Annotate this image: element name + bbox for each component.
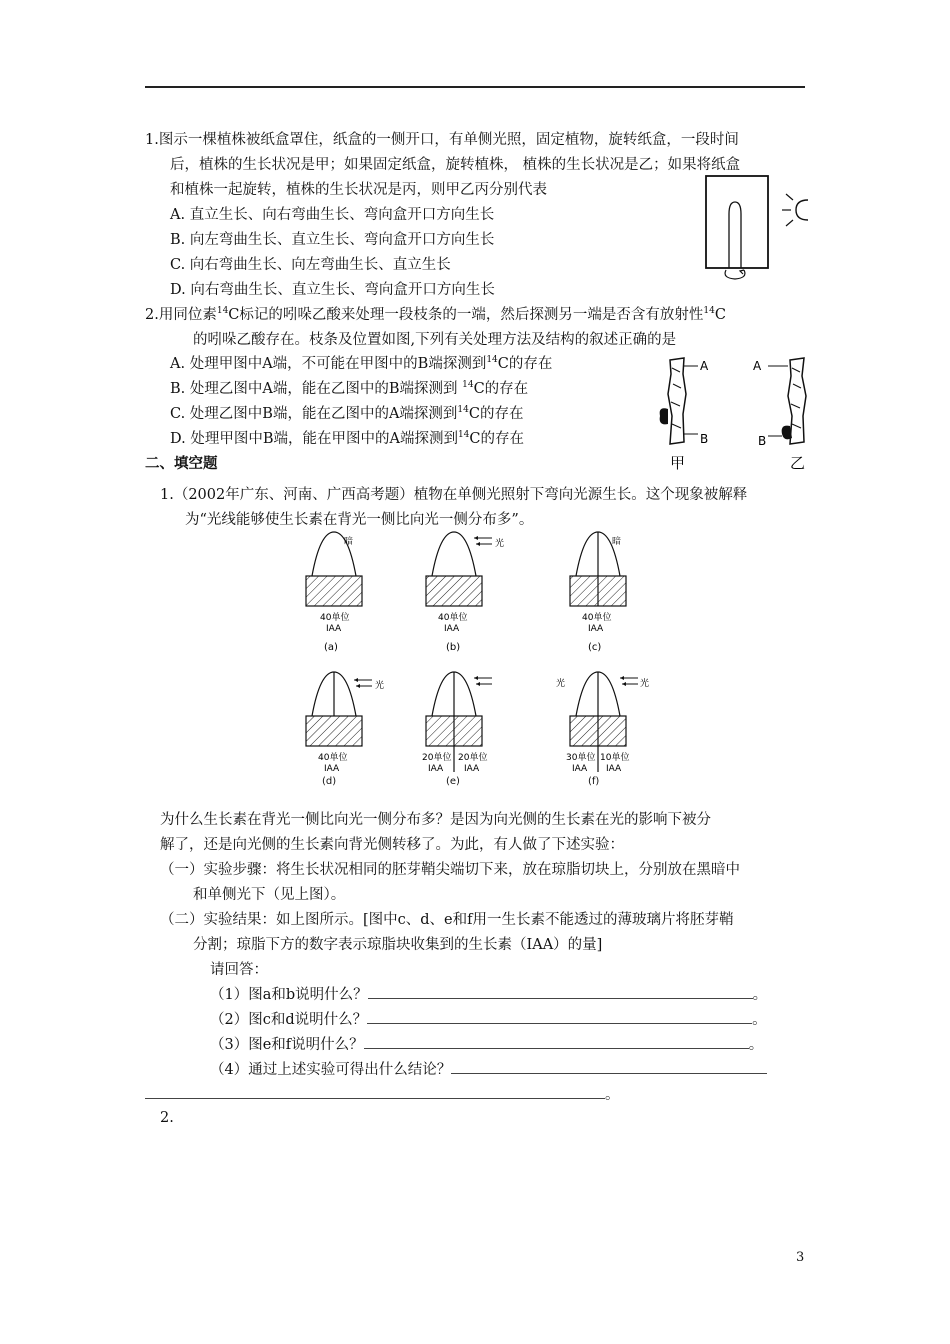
svg-text:40单位: 40单位 xyxy=(438,613,468,623)
question-2: （2）图c和d说明什么？ 。 xyxy=(210,1012,767,1028)
plant-shoot xyxy=(729,202,741,268)
svg-text:20单位: 20单位 xyxy=(458,753,488,763)
q2-option-b: B. 处理乙图中A端，能在乙图中的B端探测到 $^{14}$C的存在 xyxy=(170,380,529,397)
svg-text:(b): (b) xyxy=(446,642,461,653)
svg-text:20单位: 20单位 xyxy=(422,753,452,763)
bud-jia xyxy=(660,408,668,424)
question-4: （4）通过上述实验可得出什么结论？ xyxy=(210,1058,767,1079)
q1-stem-line2: 后，植株的生长状况是甲；如果固定纸盒，旋转植株， 植株的生长状况是乙；如果将纸盒 xyxy=(170,157,741,173)
header-rule xyxy=(145,86,805,88)
svg-text:30单位: 30单位 xyxy=(566,753,596,763)
panel-b xyxy=(426,532,504,653)
svg-text:40单位: 40单位 xyxy=(318,753,348,763)
q1-option-b: B. 向左弯曲生长、直立生长、弯向盒开口方向生长 xyxy=(170,232,495,248)
label-jia: 甲 xyxy=(670,454,686,472)
paper-box xyxy=(706,176,768,268)
svg-text:IAA: IAA xyxy=(428,764,444,774)
q1-stem-line3: 和植株一起旋转，植株的生长状况是丙，则甲乙丙分别代表 xyxy=(170,182,547,198)
q2-twig-figure xyxy=(650,354,820,474)
panel-d xyxy=(306,672,384,774)
step1-line2: 和单侧光下（见上图）。 xyxy=(193,887,346,903)
rotation-arrow xyxy=(725,270,745,279)
question-1: （1）图a和b说明什么？ 。 xyxy=(210,987,768,1003)
panel-e xyxy=(422,672,492,774)
label-a-jia: A xyxy=(700,359,709,373)
caption-e: (e) xyxy=(446,776,460,787)
fill2-label: 2. xyxy=(160,1110,174,1126)
fill1-line2: 为“光线能够使生长素在背光一侧比向光一侧分布多”。 xyxy=(185,512,534,528)
svg-text:暗: 暗 xyxy=(344,537,354,547)
svg-text:(c): (c) xyxy=(588,642,602,653)
step2-line2: 分割；琼脂下方的数字表示琼脂块收集到的生长素（IAA）的量] xyxy=(193,937,603,953)
question-3: （3）图e和f说明什么？ 。 xyxy=(210,1037,764,1053)
answer-blank-3[interactable] xyxy=(364,1036,749,1049)
svg-text:暗: 暗 xyxy=(612,537,622,547)
answer-blank-1[interactable] xyxy=(368,986,753,999)
coleoptile-figure xyxy=(290,528,670,778)
question-4-cont: 。 xyxy=(145,1083,620,1104)
svg-text:(a): (a) xyxy=(324,642,338,653)
page-number: 3 xyxy=(796,1250,805,1265)
svg-text:IAA: IAA xyxy=(324,764,340,774)
sun-icon xyxy=(796,200,808,220)
label-b-yi: B xyxy=(758,434,767,448)
panel-c xyxy=(570,532,626,653)
answer-blank-4b[interactable] xyxy=(145,1086,605,1099)
caption-f: (f) xyxy=(588,776,600,787)
q2-stem-line1: 2.用同位素$^{14}$C标记的吲哚乙酸来处理一段枝条的一端，然后探测另一端是否含有放射性$^{14}$C xyxy=(145,306,726,323)
label-a-yi: A xyxy=(753,359,762,373)
svg-text:光: 光 xyxy=(495,539,505,549)
ask-label: 请回答： xyxy=(210,962,268,978)
step1-line1: （一）实验步骤：将生长状况相同的胚芽鞘尖端切下来，放在琼脂切块上，分别放在黑暗中 xyxy=(160,862,740,878)
svg-text:10单位: 10单位 xyxy=(600,753,630,763)
caption-d: (d) xyxy=(322,776,337,787)
para-line2: 解了，还是向光侧的生长素向背光侧转移了。为此，有人做了下述实验： xyxy=(160,837,624,853)
label-b-jia: B xyxy=(700,432,709,446)
svg-text:光: 光 xyxy=(640,679,650,689)
panel-a xyxy=(306,532,362,653)
label-yi: 乙 xyxy=(790,454,806,472)
para-line1: 为什么生长素在背光一侧比向光一侧分布多？是因为向光侧的生长素在光的影响下被分 xyxy=(160,812,711,828)
step2-line1: （二）实验结果：如上图所示。[图中c、d、e和f用一生长素不能透过的薄玻璃片将胚芽鞘 xyxy=(160,912,734,928)
fill1-line1: 1.（2002年广东、河南、广西高考题）植物在单侧光照射下弯向光源生长。这个现象被解释 xyxy=(160,487,748,503)
q2-option-d: D. 处理甲图中B端，能在甲图中的A端探测到$^{14}$C的存在 xyxy=(170,430,525,447)
panel-f xyxy=(556,672,649,774)
svg-text:IAA: IAA xyxy=(326,624,342,634)
section-title: 二、填空题 xyxy=(145,456,218,472)
q1-option-a: A. 直立生长、向右弯曲生长、弯向盒开口方向生长 xyxy=(170,207,495,223)
q2-option-c: C. 处理乙图中B端，能在乙图中的A端探测到$^{14}$C的存在 xyxy=(170,405,524,422)
svg-text:IAA: IAA xyxy=(606,764,622,774)
svg-text:IAA: IAA xyxy=(444,624,460,634)
q2-option-a: A. 处理甲图中A端，不可能在甲图中的B端探测到$^{14}$C的存在 xyxy=(170,355,553,372)
svg-text:40单位: 40单位 xyxy=(320,613,350,623)
svg-text:IAA: IAA xyxy=(572,764,588,774)
svg-text:光: 光 xyxy=(375,681,385,691)
svg-text:40单位: 40单位 xyxy=(582,613,612,623)
answer-blank-2[interactable] xyxy=(367,1011,752,1024)
svg-text:IAA: IAA xyxy=(588,624,604,634)
q1-option-d: D. 向右弯曲生长、直立生长、弯向盒开口方向生长 xyxy=(170,282,495,298)
q2-stem-line2: 的吲哚乙酸存在。枝条及位置如图,下列有关处理方法及结构的叙述正确的是 xyxy=(193,332,677,348)
q1-option-c: C. 向右弯曲生长、向左弯曲生长、直立生长 xyxy=(170,257,451,273)
answer-blank-4[interactable] xyxy=(451,1061,767,1074)
q1-stem-line1: 1.图示一棵植株被纸盒罩住，纸盒的一侧开口，有单侧光照，固定植物，旋转纸盒，一段时间 xyxy=(145,132,739,148)
svg-text:光: 光 xyxy=(556,679,566,689)
q1-box-figure xyxy=(696,170,811,282)
svg-text:IAA: IAA xyxy=(464,764,480,774)
